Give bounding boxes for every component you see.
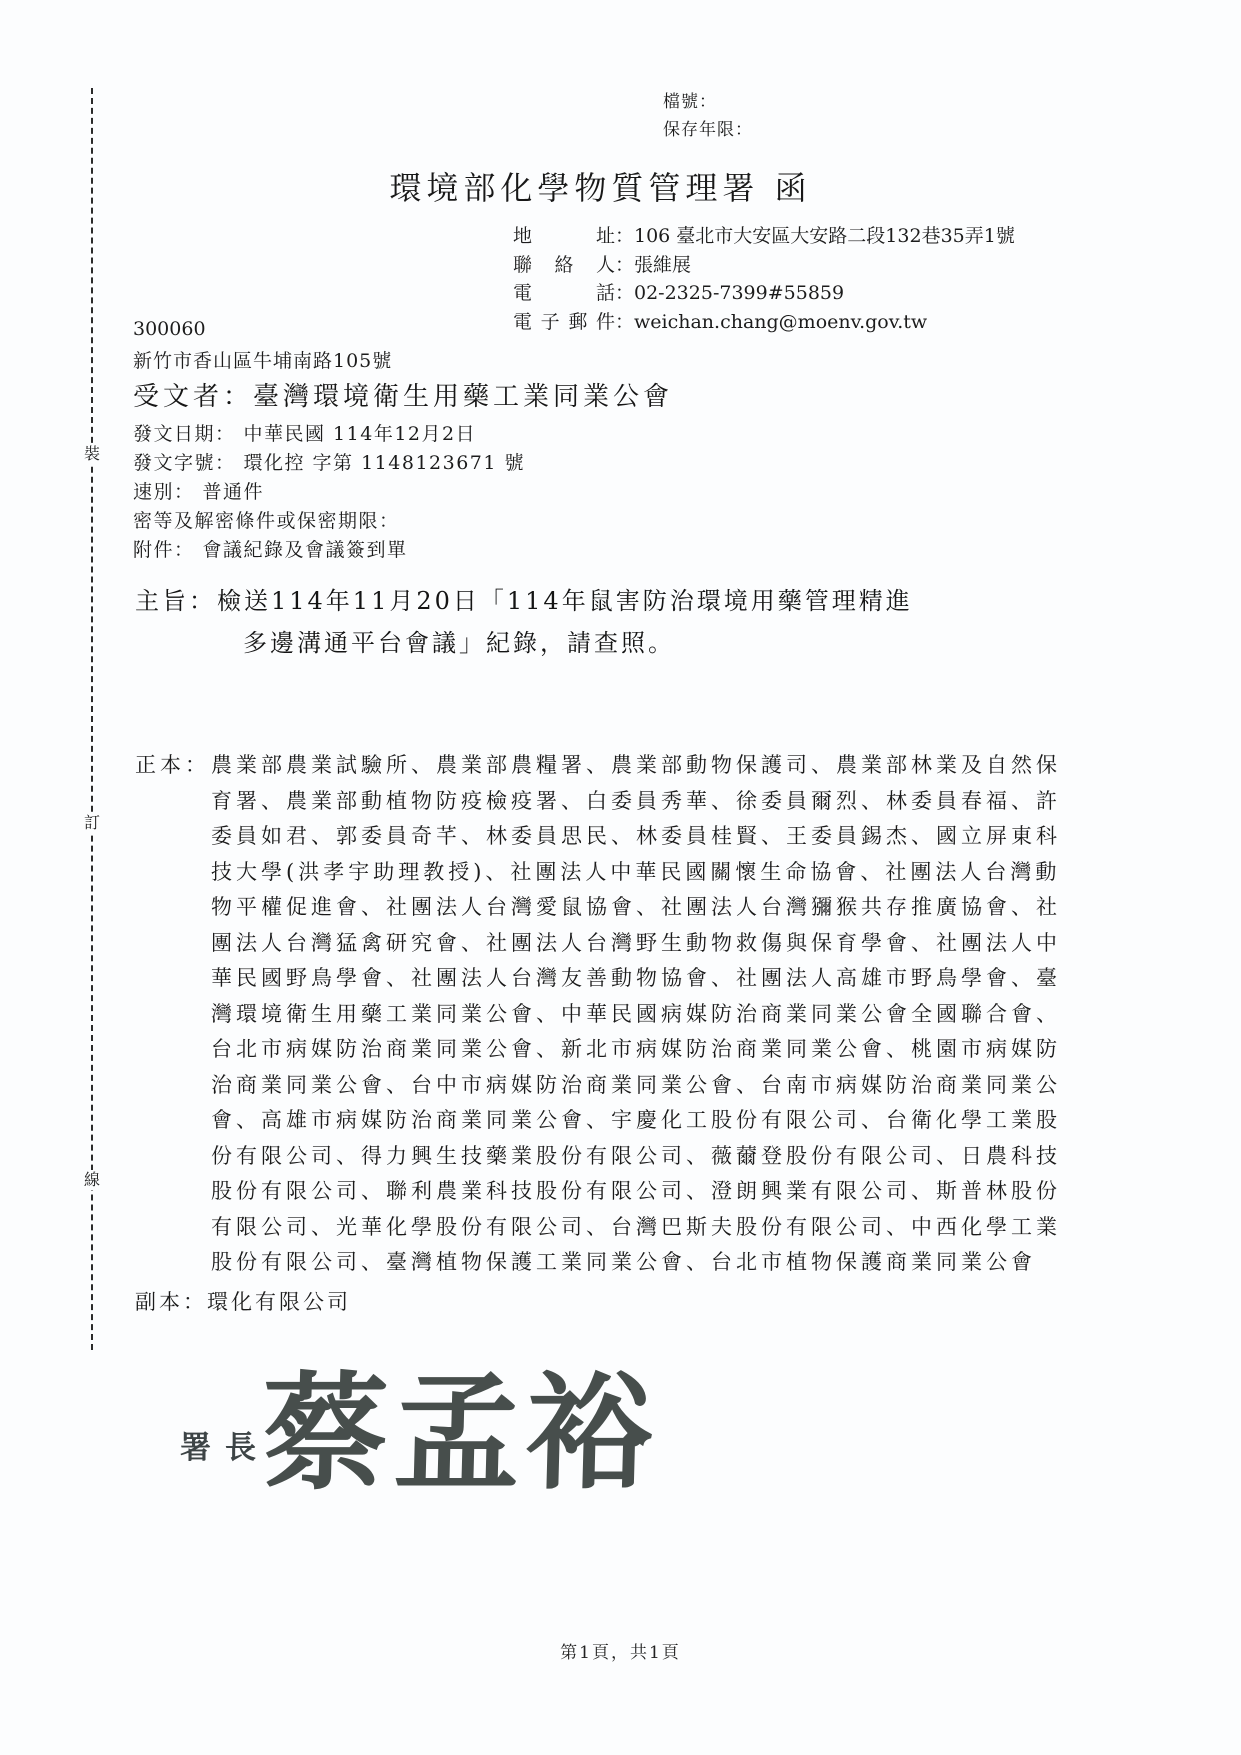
recipients-line: 股份有限公司、臺灣植物保護工業同業公會、台北市植物保護商業同業公會	[211, 1250, 1036, 1274]
recipients-line: 物平權促進會、社團法人台灣愛鼠協會、社團法人台灣獼猴共存推廣協會、社	[211, 895, 1061, 919]
archive-labels	[663, 88, 753, 144]
binding-mark-ding: 訂	[83, 813, 100, 832]
subject-label: 主旨：	[135, 587, 216, 615]
recipients-line: 灣環境衛生用藥工業同業公會、中華民國病媒防治商業同業公會全國聯合會、	[211, 1001, 1061, 1026]
recipients-line: 委員如君、郭委員奇芊、林委員思民、林委員桂賢、王委員錫杰、國立屏東科	[211, 824, 1061, 848]
binding-mark-xian: 線	[83, 1170, 100, 1189]
agency-phone-label: 電話	[513, 282, 615, 304]
document-metadata	[133, 420, 525, 565]
recipients-line: 台北市病媒防治商業同業公會、新北市病媒防治商業同業公會、桃園市病媒防	[211, 1037, 1061, 1061]
document-title: 環境部化學物質管理署 函	[389, 169, 812, 207]
cc-label: 副本：	[135, 1290, 207, 1314]
issue-date-label: 發文日期：	[133, 423, 236, 445]
agency-address-value: ：106 臺北市大安區大安路二段132巷35弄1號	[615, 225, 1015, 247]
binding-dashed-line	[91, 88, 93, 1350]
agency-email-row	[513, 308, 1015, 337]
attachment-row	[133, 536, 525, 565]
issue-date-row	[133, 420, 525, 449]
recipients-line: 會、高雄市病媒防治商業同業公會、宇慶化工股份有限公司、台衛化學工業股	[211, 1108, 1061, 1132]
recipients-line: 治商業同業公會、台中市病媒防治商業同業公會、台南市病媒防治商業同業公	[211, 1072, 1061, 1097]
doc-number-value: 環化控 字第 1148123671 號	[243, 452, 526, 474]
speed-value: 普通件	[202, 481, 265, 503]
recipients-line: 華民國野鳥學會、社團法人台灣友善動物協會、社團法人高雄市野鳥學會、臺	[211, 966, 1061, 990]
doc-number-row	[133, 449, 525, 478]
recipient-postal-code: 300060	[133, 318, 206, 340]
page-number-footer: 第1頁，共1頁	[560, 1643, 681, 1663]
subject-line: 多邊溝通平台會議」紀錄，請查照。	[243, 629, 675, 657]
agency-contact-label: 聯絡人	[513, 253, 615, 276]
primary-recipients-lines	[135, 748, 1120, 1281]
binding-mark-zhuang: 裝	[83, 444, 100, 463]
agency-address-row	[513, 222, 1015, 251]
doc-number-label: 發文字號：	[133, 452, 236, 474]
agency-contact-value: ：張維展	[615, 253, 692, 276]
agency-phone-value: ：02-2325-7399#55859	[615, 282, 845, 304]
agency-email-value: ：weichan.chang@moenv.gov.tw	[615, 310, 928, 333]
agency-contact-block	[513, 222, 1015, 336]
attachment-value: 會議紀錄及會議簽到單	[202, 539, 408, 561]
cc-row	[135, 1286, 351, 1316]
signer-title: 署長	[180, 1430, 270, 1466]
subject-block	[135, 580, 1125, 664]
agency-contact-row	[513, 251, 1015, 280]
cc-value: 環化有限公司	[207, 1290, 351, 1314]
recipients-line: 技大學(洪孝宇助理教授)、社團法人中華民國關懷生命協會、社團法人台灣動	[211, 859, 1061, 884]
subject-line: 檢送114年11月20日「114年鼠害防治環境用藥管理精進	[217, 587, 913, 615]
attachment-label: 附件：	[133, 539, 195, 561]
recipient-name: 臺灣環境衛生用藥工業同業公會	[253, 382, 674, 412]
signer-signature: 蔡孟裕	[260, 1359, 660, 1507]
security-label: 密等及解密條件或保密期限：	[133, 510, 400, 532]
security-row	[133, 507, 525, 536]
file-number-label: 檔號：	[663, 92, 717, 112]
recipients-line: 股份有限公司、聯利農業科技股份有限公司、澄朗興業有限公司、斯普林股份	[211, 1179, 1061, 1203]
recipients-line: 有限公司、光華化學股份有限公司、台灣巴斯夫股份有限公司、中西化學工業	[211, 1214, 1061, 1239]
speed-label: 速別：	[133, 481, 195, 503]
recipients-line: 育署、農業部動植物防疫檢疫署、白委員秀華、徐委員爾烈、林委員春福、許	[211, 788, 1061, 813]
subject-lines	[135, 580, 1125, 664]
recipient-row	[133, 376, 673, 413]
recipients-line: 團法人台灣猛禽研究會、社團法人台灣野生動物救傷與保育學會、社團法人中	[211, 930, 1061, 955]
primary-recipients-block	[135, 748, 1120, 1281]
recipients-line: 農業部農業試驗所、農業部農糧署、農業部動物保護司、農業部林業及自然保	[211, 753, 1061, 777]
issue-date-value: 中華民國 114年12月2日	[243, 423, 477, 445]
agency-email-label: 電子郵件	[513, 310, 615, 333]
retention-period-label: 保存年限：	[663, 120, 753, 140]
recipients-line: 份有限公司、得力興生技藥業股份有限公司、薇薾登股份有限公司、日農科技	[211, 1143, 1061, 1168]
speed-row	[133, 478, 525, 507]
agency-phone-row	[513, 279, 1015, 308]
recipient-label: 受文者：	[133, 382, 254, 412]
agency-address-label: 地址	[513, 225, 615, 247]
primary-recipients-label: 正本：	[135, 753, 210, 777]
recipient-street-address: 新竹市香山區牛埔南路105號	[133, 350, 393, 372]
